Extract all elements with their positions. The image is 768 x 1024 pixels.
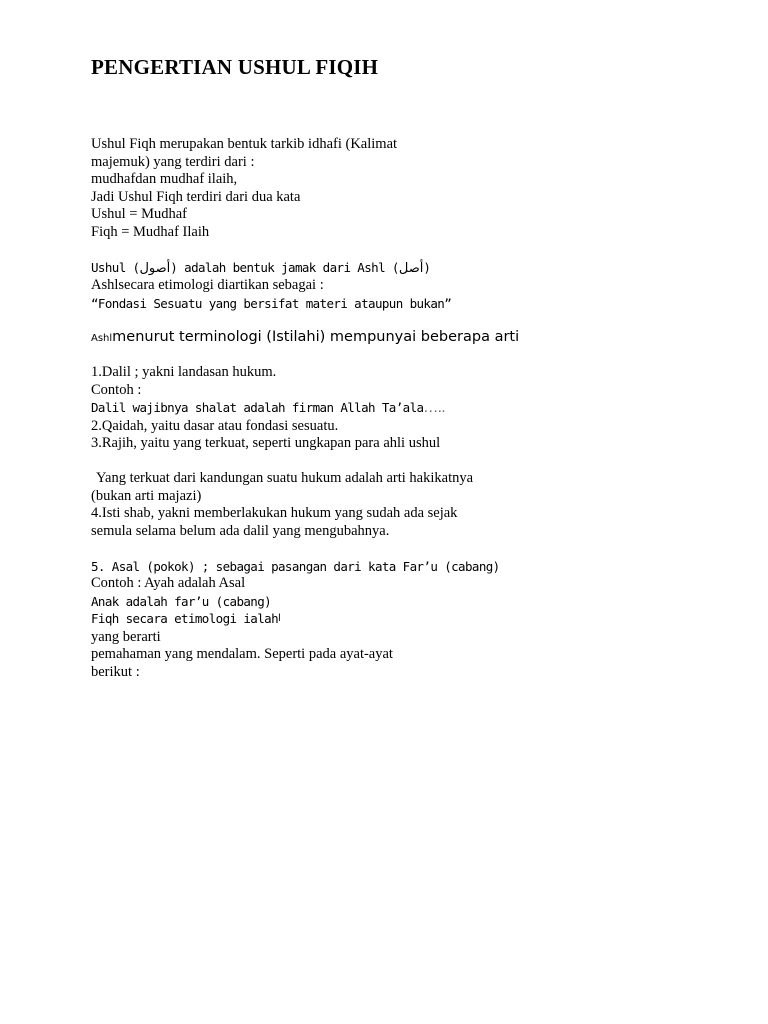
intro-paragraph <box>91 136 691 241</box>
spacer <box>91 312 691 326</box>
dalil-text: Dalil wajibnya shalat adalah firman Allah Ta’ala <box>91 400 424 415</box>
spacer <box>91 453 691 471</box>
asal-paragraph <box>91 558 691 682</box>
spacer <box>91 540 691 558</box>
intro-line: majemuk) yang terdiri dari : <box>91 153 255 170</box>
intro-line: Ushul = Mudhaf <box>91 206 187 222</box>
intro-line: Fiqh = Mudhaf Ilaih <box>91 223 210 240</box>
etimologi-quote: “Fondasi Sesuatu yang bersifat materi ataupun bukan” <box>91 295 452 311</box>
ushul-definition <box>91 259 691 313</box>
fiqh-text: Fiqh secara etimologi ialah <box>91 611 278 626</box>
ushul-line-post: ) <box>423 259 431 275</box>
spacer <box>91 350 691 364</box>
list-item: 2.Qaidah, yaitu dasar atau fondasi sesuatu. <box>91 417 339 434</box>
arabic-ushul: أصول <box>139 260 171 276</box>
list-item: Contoh : <box>91 381 142 398</box>
rajih-line: (bukan arti majazi) <box>91 487 202 504</box>
document-title: PENGERTIAN USHUL FIQIH <box>91 55 379 79</box>
terminologi-heading <box>91 326 691 350</box>
list-item: 3.Rajih, yaitu yang terkuat, seperti ungkapan para ahli ushul <box>91 435 441 451</box>
subheading-main: menurut terminologi (Istilahi) mempunyai beberapa arti <box>112 329 520 345</box>
list-item: 1.Dalil ; yakni landasan hukum. <box>91 364 277 380</box>
rajih-line: 4.Isti shab, yakni memberlakukan hukum yang sudah ada sejak <box>91 505 458 521</box>
rajih-line: Yang terkuat dari kandungan suatu hukum adalah arti hakikatnya <box>96 470 474 486</box>
arabic-mark: ا <box>278 613 281 624</box>
spacer <box>91 80 691 136</box>
ushul-line-mid: ) adalah bentuk jamak dari Ashl ( <box>170 259 399 275</box>
subheading-ashl: Ashl <box>91 333 113 344</box>
dalil-line <box>91 399 691 418</box>
asal-line: Anak adalah far’u (cabang) <box>91 593 272 609</box>
arti-list <box>91 364 691 453</box>
intro-line: mudhafdan mudhaf ilaih, <box>91 171 238 187</box>
arabic-ashl: أصل <box>398 260 424 276</box>
rajih-paragraph <box>91 470 691 540</box>
ushul-line-pre: Ushul ( <box>91 259 140 275</box>
closing-line: pemahaman yang mendalam. Seperti pada ayat-ayat <box>91 646 393 662</box>
closing-line: yang berarti <box>91 628 161 645</box>
document-page <box>91 54 691 681</box>
spacer <box>91 241 691 259</box>
ushul-line <box>91 259 691 278</box>
rajih-line: semula selama belum ada dalil yang mengubahnya. <box>91 522 390 539</box>
closing-line: berikut : <box>91 663 140 680</box>
intro-line: Jadi Ushul Fiqh terdiri dari dua kata <box>91 188 301 205</box>
etimologi-line: Ashlsecara etimologi diartikan sebagai : <box>91 277 324 293</box>
asal-line: 5. Asal (pokok) ; sebagai pasangan dari kata Far’u (cabang) <box>91 558 500 574</box>
intro-line: Ushul Fiqh merupakan bentuk tarkib idhafi (Kalimat <box>91 136 398 152</box>
asal-line: Contoh : Ayah adalah Asal <box>91 575 246 591</box>
fiqh-line <box>91 610 691 629</box>
dalil-dots: ….. <box>423 400 446 416</box>
